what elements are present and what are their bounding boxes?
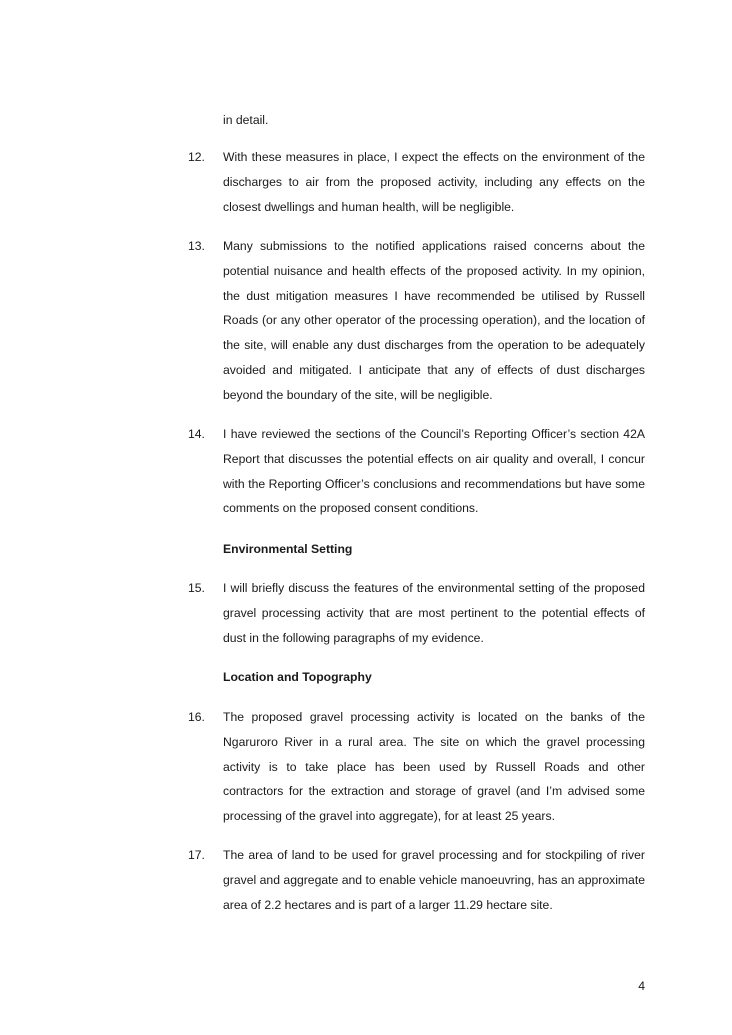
paragraph-text: The area of land to be used for gravel processing and for stockpiling of river gravel and aggregate and to enable vehicle manoeuvring, has an approximate area of 2.2 hectares and is part of a larger 11.29 hectare site. (223, 848, 645, 912)
paragraph-number: 12. (188, 150, 205, 164)
paragraph-text: I have reviewed the sections of the Council’s Reporting Officer’s section 42A Report that discusses the potential effects on air quality and overall, I concur with the Reporting Officer’s conclusions and recommendations but have some comments on the proposed consent conditions. (223, 427, 645, 516)
page-number: 4 (638, 979, 645, 993)
continuation-text: in detail. (223, 113, 269, 127)
paragraph-text: With these measures in place, I expect the effects on the environment of the discharges to air from the proposed activity, including any effects on the closest dwellings and human health, will be negligible. (223, 150, 645, 214)
paragraph-text: The proposed gravel processing activity is located on the banks of the Ngaruroro River in a rural area. The site on which the gravel processing activity is to take place has been used by Russell Roads and other contractors for the extraction and storage of gravel (and I’m advised some processing of the gravel into aggregate), for at least 25 years. (223, 710, 645, 824)
paragraph-number: 14. (188, 427, 205, 441)
paragraph-number: 17. (188, 848, 205, 862)
section-heading-environmental-setting: Environmental Setting (223, 542, 353, 556)
paragraph-text: I will briefly discuss the features of the environmental setting of the proposed gravel processing activity that are most pertinent to the potential effects of dust in the following paragraphs of my evidence. (223, 581, 645, 645)
paragraph-number: 15. (188, 581, 205, 595)
paragraph-text: Many submissions to the notified applications raised concerns about the potential nuisance and health effects of the proposed activity. In my opinion, the dust mitigation measures I have recommended be utilised by Russell Roads (or any other operator of the processing operation), and the location of the site, will enable any dust discharges from the operation to be adequately avoided and mitigated. I anticipate that any of effects of dust discharges beyond the boundary of the site, will be negligible. (223, 239, 645, 402)
paragraph-number: 13. (188, 239, 205, 253)
paragraph-number: 16. (188, 710, 205, 724)
section-heading-location-topography: Location and Topography (223, 670, 372, 684)
